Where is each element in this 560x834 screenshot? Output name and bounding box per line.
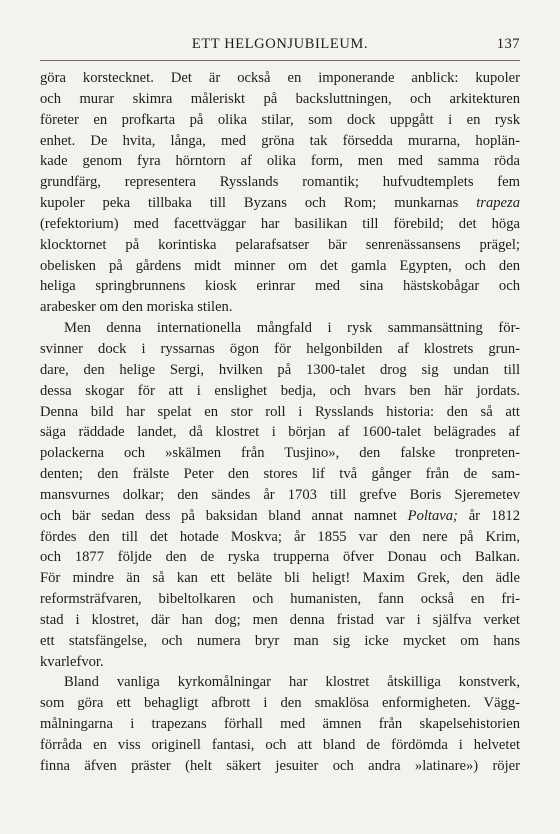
line-text: enhet. De hvita, långa, med gröna tak försedda murarna, hoplän- <box>40 132 520 149</box>
italic-text: Poltava; <box>407 507 458 524</box>
line-text: svinner dock i ryssarnas ögon för helgonbilden af klostrets grun- <box>40 340 520 357</box>
text-line <box>40 443 520 464</box>
line-text: klocktornet på korintiska pelarafsatser bär senrenässansens prägel; <box>40 236 520 253</box>
text-line <box>40 110 520 131</box>
line-text: fördes den till det hotade Moskva; år 1855 var den nere på Krim, <box>40 528 520 545</box>
line-text: finna äfven präster (helt säkert jesuiter och andra »latinare») röjer <box>40 757 520 774</box>
text-line <box>40 151 520 172</box>
text-line <box>40 610 520 631</box>
text-line <box>40 297 520 318</box>
line-text: förråda en viss originell fantasi, och att bland de fördömda i helvetet <box>40 737 520 753</box>
line-text: grundfärg, representera Rysslands romantik; hufvudtemplets fem <box>40 174 520 191</box>
text-line <box>40 693 520 714</box>
text-line <box>40 193 520 214</box>
line-text: Denna bild har spelat en stor roll i Rysslands historia: den så att <box>40 403 520 420</box>
text-line <box>40 402 520 423</box>
text-line <box>40 735 520 756</box>
page-header <box>40 36 520 58</box>
text-line <box>40 464 520 485</box>
line-text: denten; den frälste Peter den stores lif två gånger från de sam- <box>40 466 520 483</box>
text-line <box>40 339 520 360</box>
text-line <box>40 631 520 652</box>
text-line <box>40 485 520 506</box>
text-line <box>40 276 520 297</box>
line-text: som göra ett behagligt afbrott i den smaklösa enformigheten. Vägg- <box>40 695 520 712</box>
line-text: heliga springbrunnens kiosk erinrar med sina hästskobågar och <box>40 278 520 295</box>
line-text: kupoler peka tillbaka till Byzans och Rom; munkarnas <box>40 195 477 212</box>
line-text: reformsträfvaren, bibeltolkaren och humanisten, fann också en fri- <box>40 591 520 608</box>
line-text: dessa skogar för att i enslighet bedja, och hvars ben här jordats. <box>40 382 520 399</box>
text-line <box>40 381 520 402</box>
line-text: säga räddade landet, då klostret i början af 1600-talet belägrades af <box>40 424 520 441</box>
text-line <box>40 131 520 152</box>
line-text: dare, den helige Sergi, hvilken på 1300-talet drog sig undan till <box>40 361 520 378</box>
text-line <box>40 318 520 339</box>
line-text: och bär sedan dess på baksidan bland annat namnet <box>40 507 408 524</box>
text-line <box>40 89 520 110</box>
line-text: obelisken på gårdens midt minner om det gamla Egypten, och den <box>40 257 520 274</box>
page-number: 137 <box>496 36 520 52</box>
line-text: stad i klostret, där han dog; men denna fristad var i själfva verket <box>40 611 520 628</box>
line-text: göra korstecknet. Det är också en imponerande anblick: kupoler <box>40 70 520 86</box>
line-text: arabesker om den moriska stilen. <box>40 299 233 316</box>
text-line <box>40 68 520 89</box>
line-text: ett statsfängelse, och numera bryr man sig icke mycket om hans <box>40 632 520 649</box>
line-text: och 1877 följde den de ryska trupperna öfver Donau och Balkan. <box>40 549 520 566</box>
text-line <box>40 568 520 589</box>
text-line <box>40 360 520 381</box>
text-line <box>40 714 520 735</box>
line-text: Bland vanliga kyrkomålningar har klostret åtskilliga konstverk, <box>64 674 520 691</box>
line-text: (refektorium) med facettväggar har basilikan till förebild; det höga <box>40 215 520 232</box>
line-text: polackerna och »skälmen från Tusjino», den falske tronpreten- <box>40 445 520 462</box>
text-line <box>40 506 520 527</box>
line-text: mansvurnes dolkar; den sändes år 1703 till grefve Boris Sjeremetev <box>40 486 520 503</box>
line-text: Men denna internationella mångfald i rysk sammansättning för- <box>64 320 520 337</box>
text-line <box>40 547 520 568</box>
italic-text: trapeza <box>476 195 520 212</box>
body-text <box>40 68 520 777</box>
text-line <box>40 672 520 693</box>
text-line <box>40 756 520 777</box>
text-line <box>40 422 520 443</box>
text-line <box>40 172 520 193</box>
line-text: år 1812 <box>457 507 520 524</box>
text-line <box>40 527 520 548</box>
line-text: kade genom fyra hörntorn af olika form, men med samma röda <box>40 153 520 170</box>
text-line <box>40 652 520 673</box>
text-line <box>40 256 520 277</box>
text-line <box>40 589 520 610</box>
line-text: För mindre än så kan ett beläte bli heligt! Maxim Grek, den ädle <box>40 570 520 587</box>
header-rule <box>40 60 520 61</box>
line-text: och murar skimra måleriskt på backsluttningen, och arkitekturen <box>40 90 520 107</box>
text-line <box>40 214 520 235</box>
line-text: företer en profkarta på olika stilar, som dock uppgått i en rysk <box>40 111 520 128</box>
line-text: målningarna i trapezans förhall med ämnen från skapelsehistorien <box>40 716 520 733</box>
line-text: kvarlefvor. <box>40 653 104 670</box>
running-title: ETT HELGONJUBILEUM. <box>191 36 369 52</box>
text-line <box>40 235 520 256</box>
